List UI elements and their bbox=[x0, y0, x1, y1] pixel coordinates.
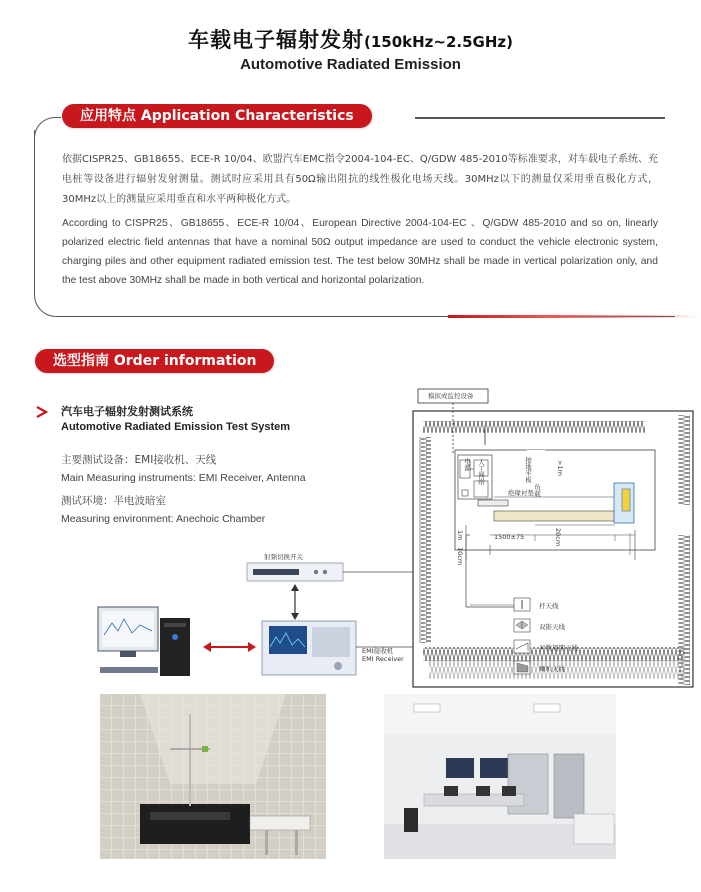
instruments-en: Main Measuring instruments: EMI Receiver, Antenna bbox=[61, 472, 306, 484]
power-label: 电源 bbox=[463, 458, 471, 471]
section-heading-application: 应用特点 Application Characteristics bbox=[62, 104, 372, 128]
antenna-rod-label: 杆天线 bbox=[539, 602, 559, 610]
rf-switch-label: 射频切换开关 bbox=[264, 553, 303, 561]
absorber-top bbox=[423, 421, 645, 433]
bullet-arrow-icon bbox=[35, 403, 49, 422]
load-label: 负载 bbox=[533, 484, 541, 497]
insulation-pad-label: 绝缘衬垫 bbox=[508, 489, 534, 497]
system-title-en: Automotive Radiated Emission Test System bbox=[61, 421, 291, 433]
accent-line bbox=[448, 315, 701, 318]
section-heading-order: 选型指南 Order information bbox=[35, 349, 274, 373]
dimension-10cm: 10cm bbox=[456, 547, 464, 566]
antenna-biconical-label: 双锥天线 bbox=[539, 623, 565, 631]
absorber-left bbox=[419, 437, 431, 643]
insulation-pad bbox=[494, 511, 614, 521]
lisn-label: 人工网络 bbox=[477, 459, 485, 485]
system-title-cn: 汽车电子辐射发射测试系统 bbox=[61, 405, 193, 418]
antenna-horn-label: 喇叭天线 bbox=[539, 665, 565, 673]
antenna-log-periodic-label: 对数周期天线 bbox=[539, 644, 578, 652]
dimension-1500: 1500±75 bbox=[494, 533, 525, 541]
ground-plane-label: 接地平板 bbox=[524, 457, 532, 483]
dimension-gt1m: >1m bbox=[556, 460, 564, 476]
page-subtitle: Automotive Radiated Emission bbox=[240, 56, 461, 73]
monitor-label: 模拟或监控设备 bbox=[428, 392, 474, 400]
environment-cn: 测试环境：半电波暗室 bbox=[61, 495, 166, 507]
receiver-label-cn: EMI接收机 bbox=[362, 647, 394, 655]
environment-en: Measuring environment: Anechoic Chamber bbox=[61, 513, 266, 525]
instruments-cn: 主要测试设备：EMI接收机、天线 bbox=[61, 454, 217, 466]
application-text-cn: 依据CISPR25、GB18655、ECE-R 10/04、欧盟汽车EMC指令2004-104-EC、Q/GDW 485-2010等标准要求，对车载电子系统、充电桩等设备进行辐射发射测量。测试时应采用具有50Ω输出阻抗的线性极化电场天线。30MHz以下的测量仅采用垂直极化方式，30MHz以上的测量应采用垂直和水平两种极化方式。 bbox=[62, 154, 658, 205]
dimension-1m: 1m bbox=[456, 530, 464, 541]
anechoic-chamber-photo bbox=[100, 694, 326, 859]
test-system-diagram bbox=[90, 385, 701, 697]
section-frame-topline bbox=[415, 117, 665, 119]
page-title bbox=[0, 24, 701, 54]
page-title-range: (150kHz~2.5GHz) bbox=[363, 33, 514, 51]
receiver-label-en: EMI Receiver bbox=[362, 655, 404, 663]
page-title-cn: 车载电子辐射发射 bbox=[187, 28, 364, 52]
log-periodic-antenna-icon bbox=[514, 640, 530, 653]
application-text-en: According to CISPR25、GB18655、ECE-R 10/04、European Directive 2004-104-EC 、Q/GDW 485-2010 and so on, linearly polarized electric field antennas that have a nominal 50Ω output impedance are used to conduct the vehicle electronic system, charging piles and other equipment radiated emission test. The test below 30MHz shall be made in vertical polarization only, and the test above 30MHz shall be made in both vertical and horizontal polarization. bbox=[62, 218, 658, 286]
dimension-20cm: 20cm bbox=[554, 528, 562, 547]
control-room-photo bbox=[384, 694, 616, 859]
absorber-right-top bbox=[678, 415, 690, 505]
